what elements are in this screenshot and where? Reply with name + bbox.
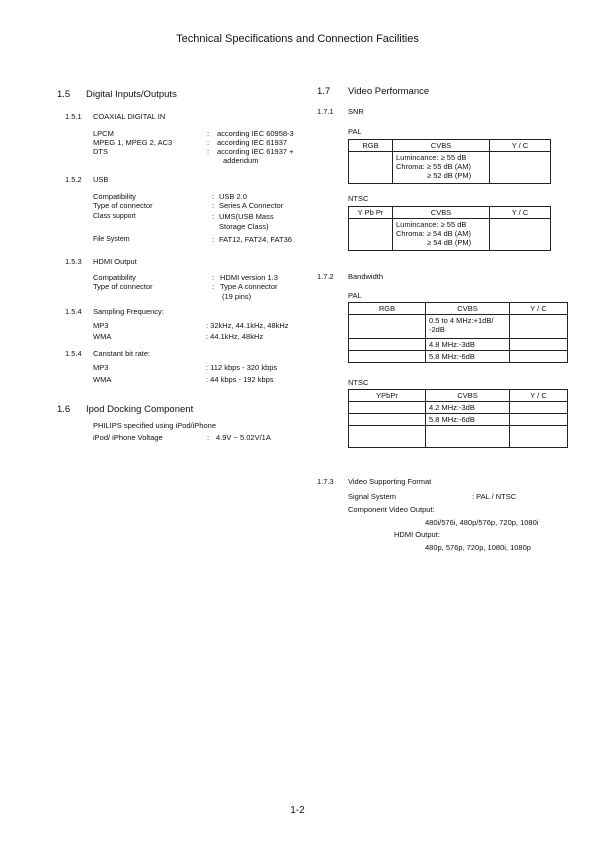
- subsection-number: 1.5.3: [65, 257, 82, 266]
- spec-label: Type of connector: [93, 201, 153, 210]
- page-title: Technical Specifications and Connection Facilities: [176, 33, 419, 45]
- table-cell: [426, 315, 510, 339]
- table-cell: [393, 152, 490, 184]
- snr-luminance: Lumincance: ≥ 55 dB: [396, 220, 467, 229]
- spec-value: : 112 kbps - 320 kbps: [206, 363, 278, 372]
- ipod-note: PHILIPS specified using iPod/iPhone: [93, 421, 216, 430]
- column-header: Y / C: [490, 140, 551, 152]
- bandwidth-value-continued: -2dB: [429, 325, 445, 334]
- spec-separator: :: [212, 235, 215, 244]
- snr-chroma-am: Chroma: ≥ 55 dB (AM): [396, 162, 471, 171]
- table-cell: [349, 152, 393, 184]
- spec-label: Compatibility: [93, 192, 136, 201]
- spec-separator: :: [207, 129, 210, 138]
- spec-separator: :: [207, 147, 210, 156]
- table-caption-ntsc: NTSC: [348, 194, 369, 203]
- table-cell: [490, 219, 551, 251]
- column-header: YPbPr: [349, 390, 426, 402]
- spec-value: USB 2.0: [219, 192, 247, 201]
- column-header: CVBS: [393, 140, 490, 152]
- spec-label: Class support: [93, 213, 136, 220]
- section-title: Ipod Docking Component: [86, 404, 194, 415]
- table-cell: [490, 152, 551, 184]
- spec-label: MP3: [93, 321, 109, 330]
- spec-value-continued: addendum: [223, 156, 259, 165]
- section-number: 1.5: [57, 89, 71, 100]
- bandwidth-value: 0.5 to 4 MHz:+1dB/: [429, 316, 494, 325]
- column-header: CVBS: [426, 390, 510, 402]
- subsection-number: 1.5.1: [65, 112, 82, 121]
- table-cell: [349, 219, 393, 251]
- table-cell: [349, 351, 426, 363]
- spec-label: WMA: [93, 332, 112, 341]
- column-header: RGB: [349, 303, 426, 315]
- subsection-title: Canstant bit rate:: [93, 349, 151, 358]
- spec-separator: :: [212, 282, 215, 291]
- table-cell: 5.8 MHz:-6dB: [426, 351, 510, 363]
- spec-separator: :: [212, 201, 215, 210]
- subsection-title: Bandwidth: [348, 272, 384, 281]
- spec-label: LPCM: [93, 129, 114, 138]
- table-cell: [349, 414, 426, 426]
- table-caption-pal: PAL: [348, 291, 362, 300]
- column-header: CVBS: [426, 303, 510, 315]
- spec-separator: :: [212, 192, 215, 201]
- hdmi-output-label: HDMI Output:: [394, 530, 440, 539]
- table-cell: [393, 219, 490, 251]
- subsection-title: Video Supporting Format: [348, 477, 432, 486]
- section-number: 1.6: [57, 404, 71, 415]
- signal-system-value: : PAL / NTSC: [472, 492, 517, 501]
- spec-separator: :: [212, 273, 215, 282]
- subsection-title: Sampling Frequency:: [93, 307, 164, 316]
- snr-luminance: Lumincance: ≥ 55 dB: [396, 153, 467, 162]
- column-header: Y Pb Pr: [349, 207, 393, 219]
- hdmi-output-value: 480p, 576p, 720p, 1080i, 1080p: [425, 543, 531, 552]
- subsection-number: 1.5.4: [65, 307, 82, 316]
- signal-system-label: Signal System: [348, 492, 396, 501]
- table-cell: 4.2 MHz:-3dB: [426, 402, 510, 414]
- spec-value: : 32kHz, 44.1kHz, 48kHz: [206, 321, 289, 330]
- spec-value: : 44.1kHz, 48kHz: [206, 332, 264, 341]
- subsection-number: 1.5.4: [65, 349, 82, 358]
- spec-value: HDMI version 1.3: [220, 273, 278, 282]
- spec-label: MPEG 1, MPEG 2, AC3: [93, 138, 173, 147]
- table-cell: 5.8 MHz:-6dB: [426, 414, 510, 426]
- table-cell: 4.8 MHz:-3dB: [426, 339, 510, 351]
- subsection-title: HDMI Output: [93, 257, 137, 266]
- table-cell: [510, 402, 568, 414]
- subsection-title: SNR: [348, 107, 364, 116]
- bandwidth-ntsc-table: [348, 389, 568, 448]
- spec-value: Type A connector: [220, 282, 278, 291]
- subsection-title: USB: [93, 175, 109, 184]
- table-cell: [349, 426, 426, 448]
- column-header: Y / C: [510, 390, 568, 402]
- table-cell: [426, 426, 510, 448]
- snr-ntsc-table: [348, 206, 551, 251]
- page-number: 1-2: [290, 805, 305, 816]
- column-header: CVBS: [393, 207, 490, 219]
- spec-value: : 44 kbps - 192 kbps: [206, 375, 274, 384]
- table-cell: [349, 402, 426, 414]
- column-header: Y / C: [510, 303, 568, 315]
- component-output-value: 480i/576i, 480p/576p, 720p, 1080i: [425, 518, 539, 527]
- spec-value: according IEC 61937: [217, 138, 288, 147]
- spec-value-continued: Storage Class): [219, 222, 269, 231]
- column-header: RGB: [349, 140, 393, 152]
- table-cell: [349, 315, 426, 339]
- section-title: Video Performance: [348, 86, 430, 97]
- section-number: 1.7: [317, 86, 331, 97]
- table-caption-ntsc: NTSC: [348, 378, 369, 387]
- snr-chroma-pm: ≥ 54 dB (PM): [427, 238, 472, 247]
- spec-label: iPod/ iPhone Voltage: [93, 433, 163, 442]
- subsection-title: COAXIAL DIGITAL IN: [93, 112, 166, 121]
- table-cell: [510, 315, 568, 339]
- table-cell: [349, 339, 426, 351]
- subsection-number: 1.7.1: [317, 107, 334, 116]
- spec-label: Compatibility: [93, 273, 136, 282]
- spec-value: UMS(USB Mass: [219, 212, 274, 221]
- spec-value-continued: (19 pins): [222, 292, 252, 301]
- column-header: Y / C: [490, 207, 551, 219]
- subsection-number: 1.7.2: [317, 272, 334, 281]
- table-cell: [510, 339, 568, 351]
- spec-label: WMA: [93, 375, 112, 384]
- spec-value: 4.9V ~ 5.02V/1A: [216, 433, 271, 442]
- spec-separator: :: [207, 433, 210, 442]
- subsection-number: 1.5.2: [65, 175, 82, 184]
- snr-chroma-am: Chroma: ≥ 54 dB (AM): [396, 229, 471, 238]
- table-cell: [510, 426, 568, 448]
- component-output-label: Component Video Output:: [348, 505, 435, 514]
- spec-value: according IEC 60958-3: [217, 129, 294, 138]
- spec-label: MP3: [93, 363, 109, 372]
- spec-separator: :: [207, 138, 210, 147]
- section-title: Digital Inputs/Outputs: [86, 89, 177, 100]
- spec-label: Type of connector: [93, 282, 153, 291]
- snr-pal-table: [348, 139, 551, 184]
- snr-chroma-pm: ≥ 52 dB (PM): [427, 171, 472, 180]
- table-cell: [510, 351, 568, 363]
- table-cell: [510, 414, 568, 426]
- subsection-number: 1.7.3: [317, 477, 334, 486]
- spec-label: DTS: [93, 147, 108, 156]
- spec-value: according IEC 61937 +: [217, 147, 294, 156]
- table-caption-pal: PAL: [348, 127, 362, 136]
- spec-value: Series A Connector: [219, 201, 284, 210]
- bandwidth-pal-table: [348, 302, 568, 363]
- spec-separator: :: [212, 212, 215, 221]
- spec-value: FAT12, FAT24, FAT36: [219, 235, 292, 244]
- spec-label: File System: [93, 236, 130, 243]
